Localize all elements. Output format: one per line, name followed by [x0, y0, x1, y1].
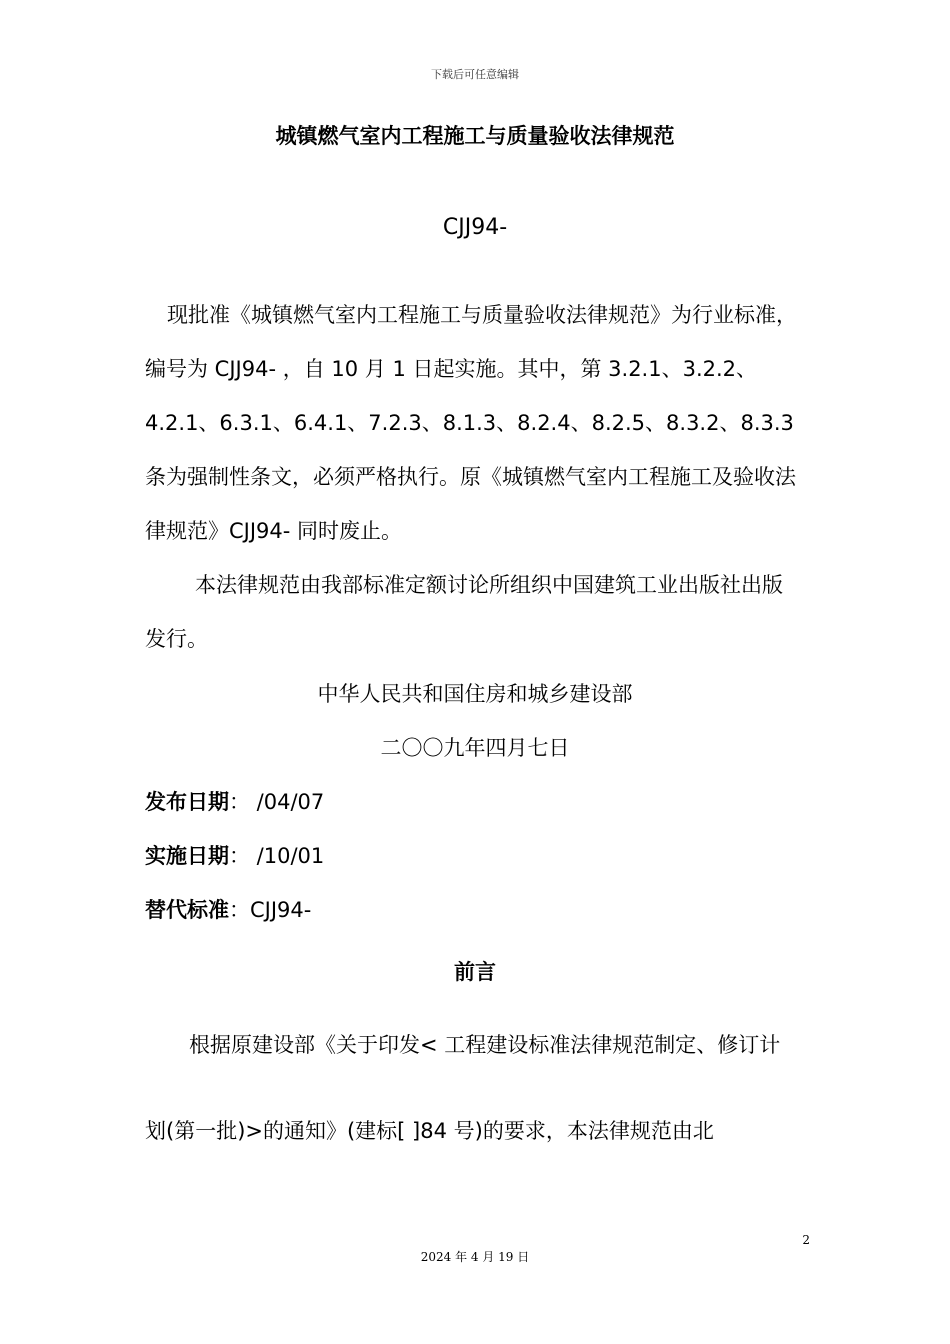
publish-date-label: 发布日期	[145, 790, 229, 814]
footer-date: 2024 年 4 月 19 日	[420, 1250, 530, 1264]
replaced-standard-line	[145, 894, 311, 924]
publishing-paragraph: 本法律规范由我部标准定额讨论所组织中国建筑工业出版社出版发行。	[145, 573, 783, 651]
replaced-standard-value: ：CJJ94-	[229, 898, 312, 922]
implement-date-label: 实施日期	[145, 844, 229, 868]
document-title: 城镇燃气室内工程施工与质量验收法律规范	[275, 124, 675, 148]
foreword-title: 前言	[454, 960, 496, 984]
replaced-standard-label: 替代标准	[145, 898, 229, 922]
standard-code: CJJ94-	[442, 215, 508, 240]
publish-date-value: ： /04/07	[229, 790, 325, 814]
page-header-note: 下载后可任意编辑	[431, 68, 519, 81]
implement-date-value: ： /10/01	[229, 844, 325, 868]
issuing-authority: 中华人民共和国住房和城乡建设部	[317, 682, 633, 706]
publish-date-line	[145, 786, 324, 816]
page-number: 2	[802, 1233, 810, 1247]
implement-date-line	[145, 840, 324, 870]
issue-date: 二〇〇九年四月七日	[380, 736, 570, 760]
foreword-paragraph: 根据原建设部《关于印发< 工程建设标准法律规范制定、修订计划(第一批)>的通知》(建标[ ]84 号)的要求，本法律规范由北	[145, 1033, 781, 1143]
approval-paragraph: 现批准《城镇燃气室内工程施工与质量验收法律规范》为行业标准，编号为 CJJ94- ，自 10 月 1 日起实施。其中，第 3.2.1、3.2.2、4.2.1、6.3.1、6.4.1、7.2.3、8.1.3、8.2.4、8.2.5、8.3.2、8.3.3 条为强制性条文，必须严格执行。原《城镇燃气室内工程施工及验收法律规范》CJJ94- 同时废止。	[145, 303, 797, 543]
